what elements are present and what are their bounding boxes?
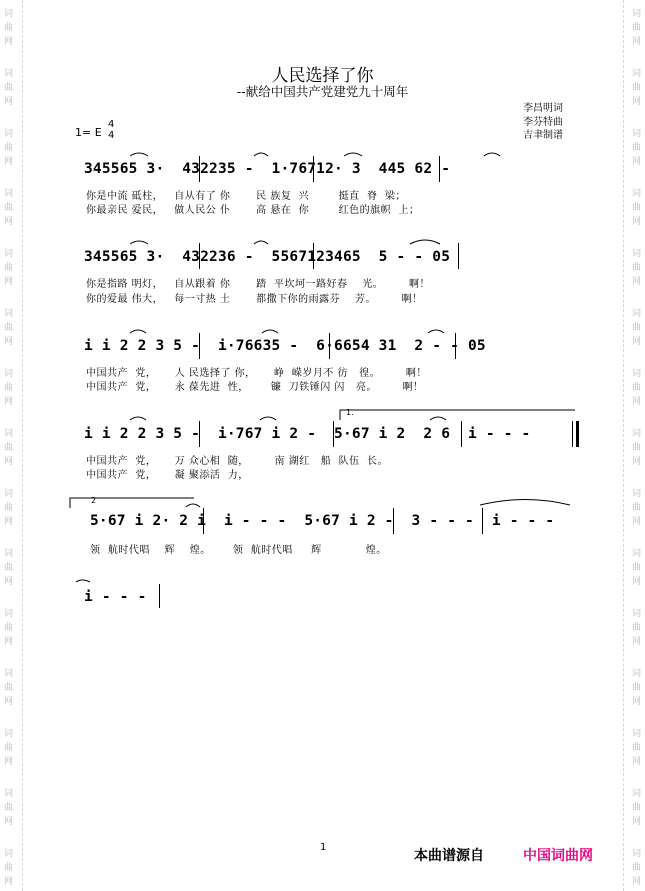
watermark-qu: 曲 (632, 83, 642, 93)
watermark-ci: 词 (4, 549, 14, 559)
notation-row-2: 345565 3· 432236 - 5567123465 5 - - 05 (84, 249, 451, 265)
tie (480, 500, 570, 506)
watermark-wang: 网 (632, 337, 642, 347)
slur (428, 330, 444, 333)
watermark-wang: 网 (4, 277, 14, 287)
watermark-ci: 词 (632, 489, 642, 499)
song-title: 人民选择了你 (271, 66, 374, 86)
watermark-wang: 网 (4, 697, 14, 707)
watermark-wang: 网 (4, 397, 14, 407)
watermark-wang: 网 (632, 757, 642, 767)
watermark-qu: 曲 (4, 323, 14, 333)
watermark-ci: 词 (4, 249, 14, 259)
watermark-wang: 网 (4, 157, 14, 167)
watermark-qu: 曲 (4, 863, 14, 873)
slur (130, 153, 148, 156)
watermark-wang: 网 (632, 577, 642, 587)
notation-row-4: i i 2 2 3 5 - i·767 i 2 - 5·67 i 2 2 6 i - - - (84, 426, 531, 442)
watermark-ci: 词 (632, 609, 642, 619)
watermark-qu: 曲 (4, 83, 14, 93)
watermark-wang: 网 (4, 37, 14, 47)
watermark-ci: 词 (632, 69, 642, 79)
watermark-qu: 曲 (4, 623, 14, 633)
watermark-wang: 网 (4, 877, 14, 887)
watermark-ci: 词 (4, 9, 14, 19)
watermark-ci: 词 (632, 669, 642, 679)
watermark-qu: 曲 (632, 743, 642, 753)
transcriber-credit: 吉聿制谱 (523, 130, 563, 141)
slur (254, 241, 268, 244)
watermark-ci: 词 (4, 609, 14, 619)
watermark-ci: 词 (4, 669, 14, 679)
lyrics-row-4-verse-2: 中国共产 党， 凝 聚添活 力， (86, 470, 249, 481)
watermark-qu: 曲 (4, 383, 14, 393)
slur (130, 330, 146, 333)
watermark-qu: 曲 (632, 683, 642, 693)
watermark-qu: 曲 (632, 203, 642, 213)
watermark-qu: 曲 (632, 623, 642, 633)
time-signature-bottom: 4 (108, 130, 115, 141)
watermark-qu: 曲 (632, 803, 642, 813)
watermark-wang: 网 (632, 637, 642, 647)
volta-2-bracket (70, 498, 194, 508)
watermark-ci: 词 (632, 429, 642, 439)
watermark-qu: 曲 (632, 863, 642, 873)
watermark-wang: 网 (4, 637, 14, 647)
watermark-ci: 词 (632, 849, 642, 859)
watermark-qu: 曲 (632, 383, 642, 393)
watermark-ci: 词 (632, 189, 642, 199)
watermark-qu: 曲 (632, 143, 642, 153)
watermark-ci: 词 (632, 789, 642, 799)
watermark-ci: 词 (4, 429, 14, 439)
watermark-ci: 词 (4, 189, 14, 199)
slur (262, 330, 278, 333)
watermark-ci: 词 (632, 9, 642, 19)
time-signature-top: 4 (108, 119, 115, 130)
watermark-wang: 网 (4, 337, 14, 347)
watermark-qu: 曲 (4, 443, 14, 453)
lyrics-row-1-verse-1: 你是中流 砥柱， 自从有了 你 民 族复 兴 挺直 脊 梁； (86, 191, 406, 202)
watermark-ci: 词 (632, 369, 642, 379)
tie (76, 580, 90, 582)
watermark-qu: 曲 (4, 563, 14, 573)
slur (344, 153, 362, 156)
lyrics-row-2-verse-2: 你的爱最 伟大， 每一寸热 土 都撒下你的雨露芬 芳。 啊！ (86, 294, 423, 305)
watermark-wang: 网 (632, 397, 642, 407)
watermark-ci: 词 (632, 729, 642, 739)
slur (130, 417, 146, 420)
lyrics-row-3-verse-1: 中国共产 党， 人 民选择了 你， 峥 嵘岁月不 彷 徨。 啊！ (86, 368, 427, 379)
watermark-qu: 曲 (632, 323, 642, 333)
slur (430, 417, 446, 420)
lyrics-row-2-verse-1: 你是指路 明灯， 自从跟着 你 踏 平坎坷一路好春 光。 啊！ (86, 279, 430, 290)
watermark-wang: 网 (4, 457, 14, 467)
watermark-wang: 网 (632, 697, 642, 707)
watermark-ci: 词 (4, 729, 14, 739)
watermark-wang: 网 (632, 457, 642, 467)
watermark-qu: 曲 (4, 743, 14, 753)
watermark-qu: 曲 (632, 443, 642, 453)
slur (186, 504, 200, 507)
volta-1-label: 1. (346, 408, 354, 417)
footer-site-link[interactable]: 中国词曲网 (523, 848, 593, 864)
slur (260, 417, 276, 420)
slur (130, 241, 148, 244)
notation-row-1: 345565 3· 432235 - 1·76712· 3 445 62 - (84, 161, 451, 177)
watermark-wang: 网 (4, 577, 14, 587)
volta-2-label: 2 (91, 496, 97, 505)
lyricist-credit: 李昌明词 (523, 103, 563, 114)
watermark-ci: 词 (632, 249, 642, 259)
watermark-qu: 曲 (4, 203, 14, 213)
watermark-ci: 词 (4, 489, 14, 499)
watermark-ci: 词 (632, 549, 642, 559)
watermark-ci: 词 (4, 309, 14, 319)
lyrics-row-4-verse-1: 中国共产 党， 万 众心相 随， 南 湖红 船 队伍 长。 (86, 456, 388, 467)
watermark-wang: 网 (4, 817, 14, 827)
watermark-qu: 曲 (4, 683, 14, 693)
watermark-wang: 网 (632, 217, 642, 227)
watermark-ci: 词 (632, 129, 642, 139)
watermark-qu: 曲 (4, 23, 14, 33)
watermark-wang: 网 (632, 277, 642, 287)
slur (410, 240, 440, 244)
volta-1-bracket (340, 410, 575, 420)
lyrics-row-1-verse-2: 你最亲民 爱民， 做人民公 仆 高 悬在 你 红色的旗帜 上； (86, 205, 420, 216)
watermark-ci: 词 (4, 369, 14, 379)
watermark-wang: 网 (4, 517, 14, 527)
watermark-qu: 曲 (4, 143, 14, 153)
page-number: 1 (320, 842, 327, 853)
notation-row-6: i - - - (84, 589, 147, 605)
key-signature: 1= E (75, 126, 102, 139)
notation-row-5: 5·67 i 2· 2 i i - - - 5·67 i 2 - 3 - - - i - - - (90, 513, 555, 529)
watermark-wang: 网 (632, 157, 642, 167)
watermark-wang: 网 (632, 817, 642, 827)
watermark-ci: 词 (4, 129, 14, 139)
watermark-ci: 词 (632, 309, 642, 319)
watermark-qu: 曲 (4, 263, 14, 273)
notation-row-3: i i 2 2 3 5 - i·76635 - 6·6654 31 2 - - 05 (84, 338, 486, 354)
watermark-wang: 网 (4, 97, 14, 107)
watermark-qu: 曲 (632, 503, 642, 513)
watermark-ci: 词 (4, 69, 14, 79)
watermark-ci: 词 (4, 789, 14, 799)
watermark-wang: 网 (632, 517, 642, 527)
watermark-qu: 曲 (632, 23, 642, 33)
watermark-wang: 网 (632, 97, 642, 107)
watermark-qu: 曲 (632, 563, 642, 573)
slur (484, 153, 500, 156)
watermark-qu: 曲 (4, 503, 14, 513)
watermark-qu: 曲 (632, 263, 642, 273)
lyrics-row-5: 领 航时代唱 辉 煌。 领 航时代唱 辉 煌。 (90, 545, 387, 556)
watermark-ci: 词 (4, 849, 14, 859)
watermark-qu: 曲 (4, 803, 14, 813)
watermark-wang: 网 (632, 37, 642, 47)
watermark-wang: 网 (4, 757, 14, 767)
watermark-wang: 网 (4, 217, 14, 227)
composer-credit: 李芬特曲 (523, 117, 563, 128)
footer-source-label: 本曲谱源自 (414, 848, 484, 864)
song-subtitle: --献给中国共产党建党九十周年 (236, 84, 409, 99)
slur (254, 153, 268, 156)
watermark-wang: 网 (632, 877, 642, 887)
lyrics-row-3-verse-2: 中国共产 党， 永 葆先进 性， 镰 刀铁锤闪 闪 亮。 啊！ (86, 382, 424, 393)
